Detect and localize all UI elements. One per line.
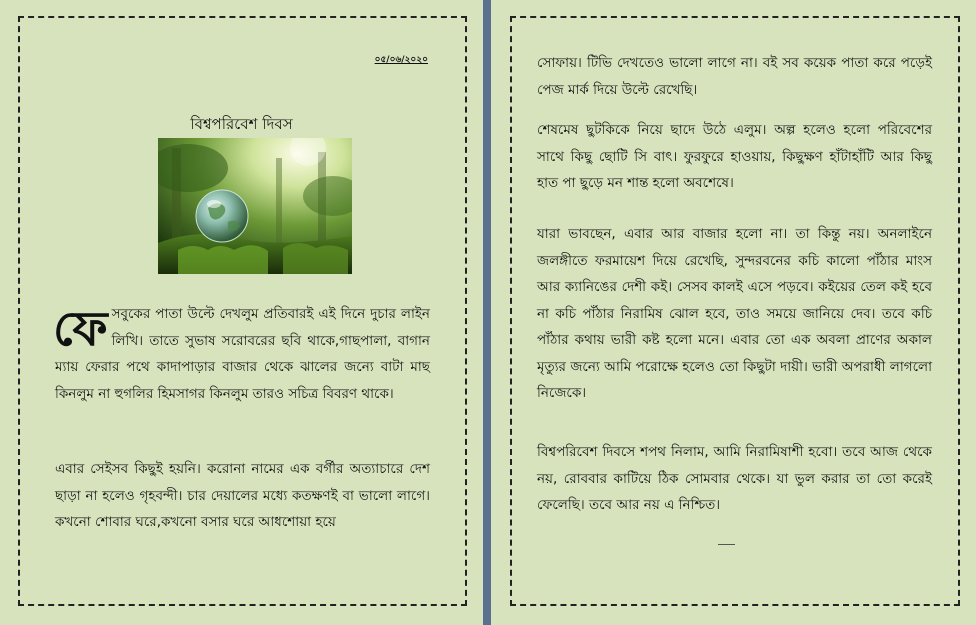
left-page — [0, 0, 483, 625]
paragraph-6: বিশ্বপরিবেশ দিবসে শপথ নিলাম, আমি নিরামিষাশী হবো। তবে আজ থেকে নয়, রোববার কাটিয়ে ঠিক সোমবার থেকে। যা ভুল করার তা তো করেই ফেলেছি। তবে আর নয় এ নিশ্চিত। — [537, 444, 932, 513]
drop-cap: ফে — [53, 301, 108, 357]
right-page — [491, 0, 976, 625]
paragraph-1 — [55, 301, 430, 407]
page-title: বিশ্বপরিবেশ দিবস — [190, 115, 293, 133]
paragraph-4: শেষমেষ ছুটকিকে নিয়ে ছাদে উঠে এলুম। অল্প হলেও হলো পরিবেশের সাথে কিছু ছোটি সি বাৎ। ফুরফুরে হাওয়ায়, কিছুক্ষণ হাঁটাহাঁটি আর কিছু হাত পা ছুড়ে মন শান্ত হলো অবশেষে। — [537, 122, 932, 191]
date-label: ০৫/০৬/২০২০ — [374, 55, 428, 65]
paragraph-5: যারা ভাবছেন, এবার আর বাজার হলো না। তা কিন্তু নয়। অনলাইনে জলঙ্গীতে ফরমায়েশ দিয়ে রেখেছি, সুন্দরবনের কচি কালো পাঁঠার মাংস আর ক্যানিঙের দেশী কই। সেসব কালই এসে পড়বে। কইয়ের তেল কই হবে না কচি পাঁঠার নিরামিষ ঝোল হবে, তাও সময়ে জানিয়ে দেব। তবে কচি পাঁঠার কথায় ভারী কষ্ট হলো মনে। এবার তো এক অবলা প্রাণের অকাল মৃত্যুর জন্যে আমি পরোক্ষে হলেও তো কিছুটা দায়ী। ভারী অপরাধী লাগলো নিজেকে। — [537, 226, 932, 401]
earth-globe-in-forest-image — [158, 138, 352, 274]
end-mark — [718, 544, 735, 545]
paragraph-3: সোফায়। টিভি দেখতেও ভালো লাগে না। বই সব কয়েক পাতা করে পড়েই পেজ মার্ক দিয়ে উল্টে রেখেছি। — [537, 55, 932, 98]
paragraph-2: এবার সেইসব কিছুই হয়নি। করোনা নামের এক বর্গীর অত্যাচারে দেশ ছাড়া না হলেও গৃহবন্দী। চার দেয়ালের মধ্যে কতক্ষণই বা ভালো লাগে। কখনো শোবার ঘরে,কখনো বসার ঘরে আধশোয়া হয়ে — [55, 461, 430, 530]
paragraph-1-text: সবুকের পাতা উল্টে দেখলুম প্রতিবারই এই দিনে দুচার লাইন লিখি। তাতে সুভাষ সরোবরের ছবি থাকে,গাছপালা, বাগান ম্যায় ফেরার পথে কাদাপাড়ার বাজার থেকে ঝালের জন্যে বাটা মাছ কিনলুম না হুগলির হিমসাগর কিনলুম তারও সচিত্র বিবরণ থাকে। — [55, 306, 430, 402]
